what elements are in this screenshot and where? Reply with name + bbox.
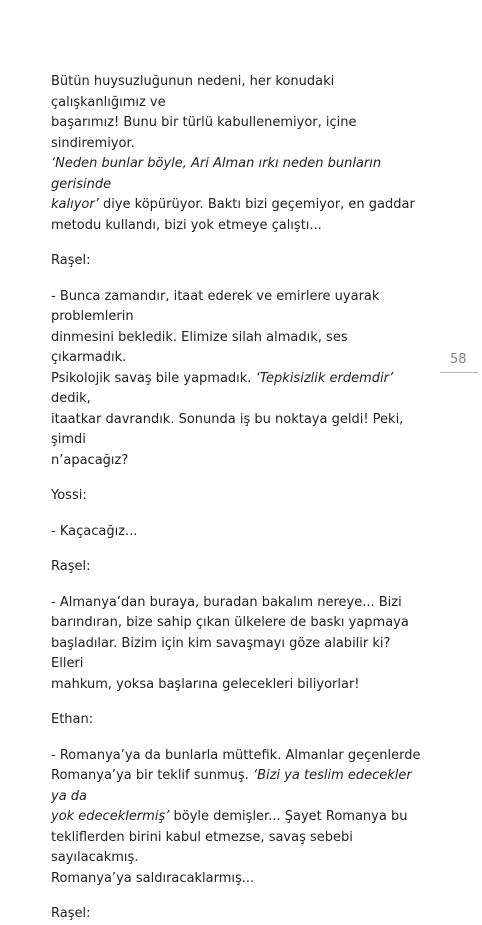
text-run: Ethan: bbox=[51, 712, 94, 727]
page-number: 58 bbox=[450, 352, 467, 367]
text-run: böyle demişler... Şayet Romanya bu tekliflerden birini kabul etmezse, savaş sebebi sayılacakmış. Romanya’ya saldıracaklarmış... bbox=[51, 809, 408, 886]
speaker-label bbox=[51, 251, 423, 272]
text-run: - Bunca zamandır, itaat ederek ve emirlere uyarak problemlerin dinmesini bekledik. Elimize silah almadık, ses çıkarmadık. Psikolojik savaş bile yapmadık. bbox=[51, 288, 380, 386]
text-run: Raşel: bbox=[51, 906, 91, 921]
body-text bbox=[51, 72, 423, 925]
text-run: diye köpürüyor. Baktı bizi geçemiyor, en gaddar metodu kullandı, bizi yok etmeye çalıştı... bbox=[51, 197, 415, 233]
italic-quote: ‘Bizi ya teslim edecekler ya da yok edeceklermiş’ bbox=[51, 768, 412, 824]
dialogue-paragraph bbox=[51, 287, 423, 472]
text-run: Bütün huysuzluğunun nedeni, her konudaki çalışkanlığımız ve başarımız! Bunu bir türlü kabullenemiyor, içine sindiremiyor. bbox=[51, 74, 357, 151]
speaker-label bbox=[51, 904, 423, 925]
text-run: - Kaçacağız... bbox=[51, 523, 138, 539]
speaker-label bbox=[51, 486, 423, 507]
dialogue-paragraph bbox=[51, 522, 423, 543]
dialogue-paragraph bbox=[51, 593, 423, 696]
text-run: - Romanya’ya da bunlarla müttefik. Almanlar geçenlerde Romanya’ya bir teklif sunmuş. bbox=[51, 747, 421, 783]
text-run: - Almanya’dan buraya, buradan bakalım nereye... Bizi barındıran, bize sahip çıkan ülkelere de baskı yapmaya başladılar. Bizim için kim savaşmayı göze alabilir ki? Elleri mahkum, yoksa başlarına gelecekleri biliyorlar! bbox=[51, 594, 409, 692]
italic-quote: ‘Tepkisizlik erdemdir’ bbox=[255, 370, 394, 386]
speaker-label bbox=[51, 557, 423, 578]
text-run: dedik, itaatkar davrandık. Sonunda iş bu noktaya geldi! Peki, şimdi n’apacağız? bbox=[51, 391, 404, 468]
dialogue-paragraph bbox=[51, 746, 423, 890]
page-number-rule bbox=[440, 372, 478, 373]
text-run: Raşel: bbox=[51, 253, 91, 268]
speaker-label bbox=[51, 710, 423, 731]
prose-paragraph bbox=[51, 72, 423, 236]
text-run: Yossi: bbox=[51, 488, 87, 503]
text-run: Raşel: bbox=[51, 559, 91, 574]
italic-quote: ‘Neden bunlar böyle, Ari Alman ırkı neden bunların gerisinde kalıyor’ bbox=[51, 156, 382, 212]
